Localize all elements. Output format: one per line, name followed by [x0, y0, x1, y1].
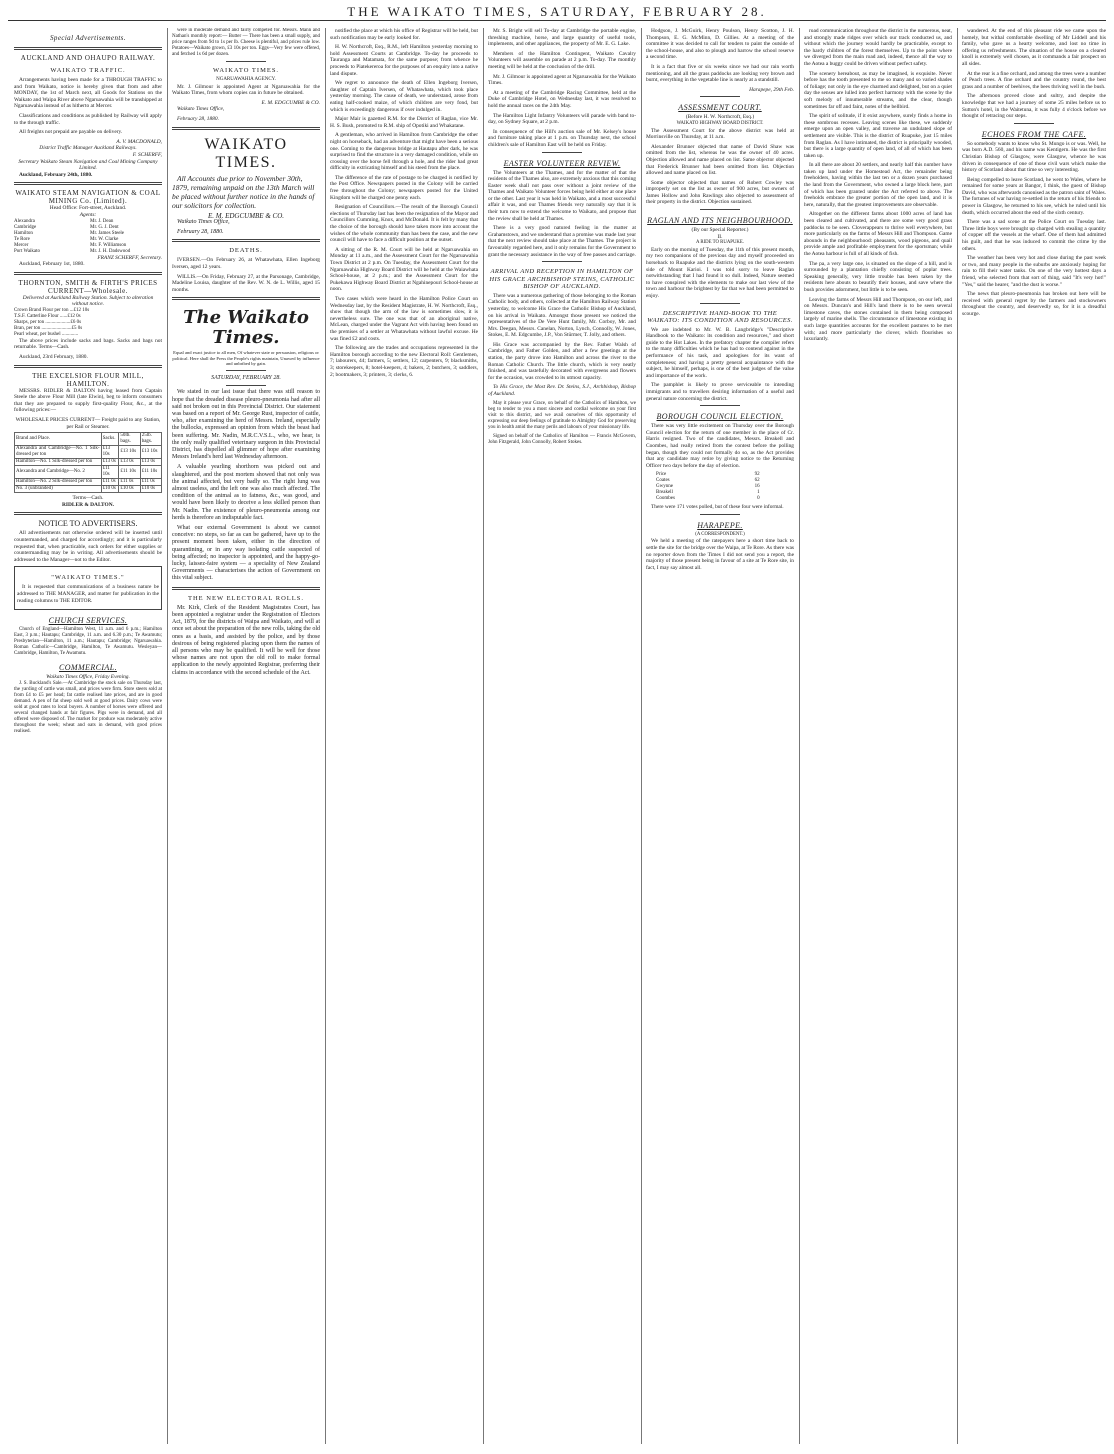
agent-name: Mr. G. J. Dent — [90, 224, 119, 230]
table-cell: £11 10s — [140, 466, 161, 479]
raglan-continued-paragraph: The spirit of solitude, if it exist anywhere, surely finds a home in these sombrous recesses. Leaving scenes like these, we suddenly emerge upon an open valley, and traverse an undulated slope of settlement are visible. This is the district of Ruapuke, just 15 miles from Raglan. As I have intimated, the district is principally wooded, but there is a large quantity of open land, of all of which has been taken up. — [804, 113, 952, 159]
poll-results — [656, 472, 760, 502]
assessment-court-paragraph: The Assessment Court for the above district was held at Morrinsville on Thursday, at 11 a.m. — [646, 127, 794, 141]
times-agency-office: Waikato Times Office, — [177, 106, 225, 113]
thornton-ad-body: Delivered at Auckland Railway Station. Subject to alteration without notice. — [22, 294, 154, 308]
candidate-name: Breakell — [656, 490, 673, 496]
echoes-paragraph: Being compelled to leave Scotland, he went to Wales, where he remained for some years at Bangor, I think, the guest of Bishop David, who was afterwards canonised as the patron saint of Wales. The fortunes of war having re-settled in the return of his friends to power in Glasgow, he returned to his see, which he ruled until his death, which occurred about the end of the sixth century. — [962, 176, 1106, 216]
column-divider — [167, 28, 168, 1444]
handbook-review-paragraph: We are indebted to Mr. W. B. Langbridge's "Descriptive Handbook to the Waikato: its condition and resources," and short guide to the Hot Lakes. In the prefatory chapter the compiler refers to the many difficulties which he has had to contend against in the performance of his task, and apologises for its want of completeness; and having a pretty general acquaintance with the subject, he himself, perhaps, is one of the best judges of the value and importance of the work. — [646, 326, 794, 379]
column-divider — [957, 28, 958, 1444]
table-cell: £11 10s — [119, 466, 140, 479]
death-notice: IVERSEN.—On February 26, at Whatawhata, Ellen Ingeborg Iversen, aged 12 years. — [172, 257, 320, 270]
times-agency-title: WAIKATO TIMES. — [212, 67, 280, 74]
thornton-price-list — [14, 308, 162, 338]
agent-name: Mr. J. H. Dadswood — [90, 248, 131, 254]
table-row — [15, 446, 162, 459]
candidate-name: Gwynne — [656, 484, 673, 490]
notice-body: All advertisements not otherwise ordered will be inserted until countermanded, and charged for accordingly; and it is particularly requested that, when practicable, such orders for either supplies or countermanding may be in writing. All advertisements should be addressed to the Manager—not to the Editor. — [14, 530, 162, 563]
divider — [14, 47, 162, 50]
navigation-ad-date: Auckland, February 1st, 1880. — [19, 261, 85, 268]
table-cell: £13 10s — [101, 446, 119, 459]
borough-election-title: BOROUGH COUNCIL ELECTION. — [656, 412, 784, 422]
candidate-votes: 16 — [754, 484, 760, 490]
notice-title: NOTICE TO ADVERTISERS. — [38, 519, 138, 529]
table-cell: Hamilton—No. 2 Silk-dressed per ton — [15, 479, 102, 486]
commercial-title: COMMERCIAL. — [59, 663, 117, 673]
column-1 — [14, 28, 162, 1444]
echoes-paragraph: The news that pleuro-pneumonia has broken out here will be received with general regret by the farmers and stockowners throughout the country, and deservedly so, for it is a dreadful scourge. — [962, 291, 1106, 317]
table-cell: £11 10s — [101, 466, 119, 479]
column-divider — [641, 28, 642, 1444]
news-paragraph: Hodgson, J. McGuirk, Henry Poulson, Henry Scotton, J. H. Thompson, E. G. McMinn, D. Gillies. At a meeting of the committee it was decided to call for tenders to paint the outside of the school-house, and also to plough and harrow the school reserve a second time. — [646, 28, 794, 61]
raglan-continued-paragraph: The afternoon proved close and sultry, and despite the knowledge that we had a journey of some 25 miles before us to Sutton's hotel, in the Waitetuna, it was fully 4 o'clock before we thought of retracing our steps. — [962, 93, 1106, 120]
table-cell: £10 0s — [101, 486, 119, 493]
times-notice-box — [14, 566, 162, 610]
rail-ad-signatory-1-role: District Traffic Manager Auckland Railways. — [39, 145, 137, 152]
archbishop-arrival-title: ARRIVAL AND RECEPTION IN HAMILTON OF HIS GRACE ARCHBISHOP STEINS, CATHOLIC BISHOP OF AUCKLAND. — [489, 268, 635, 291]
candidate-votes: 0 — [757, 496, 760, 502]
agent-name: Mr. J. Dean — [90, 218, 114, 224]
divider — [700, 209, 740, 210]
times-agency-date: February 28, 1880. — [177, 115, 219, 122]
price-line: T.S.F. Catterline Flour ......£12 0s — [14, 313, 81, 319]
echoes-paragraph: There was a sad scene at the Police Court on Tuesday last. Three little boys were brought up charged with stealing a quantity of copper off the vessels at the wharf. One of them had admitted his guilt, and that he was induced to commit the crime by the others. — [962, 219, 1106, 252]
times-agency-signatory: E. M. EDGCUMBE & CO. — [261, 99, 320, 106]
news-paragraph: A sitting of the R. M. Court will be held at Ngaruawahia on Monday at 11 a.m., and the Assessment Court for the Ngaruawahia Town District at 2 p.m. On Tuesday, the Assessment Court for the Ngaruawahia Highway Board District will be held at the Waiawhata School-house, at 2 p.m.; and the Assessment Court for the Pukekawa Highway Board District at Ngahinepouri School-house at noon. — [330, 246, 478, 293]
agent-place: Hamilton — [14, 230, 33, 236]
masthead-rule — [8, 20, 1106, 21]
masthead — [0, 0, 1114, 22]
agent-name: Mr. W. Clarke — [90, 236, 119, 242]
rail-ad-subtitle: WAIKATO TRAFFIC. — [50, 67, 126, 74]
news-paragraph: Mr. S. Bright will sell To-day at Cambridge the portable engine, threshing machine, horse, and large quantity of useful tools, implements, and other appliances, the property of Mr. E. G. Lake. — [488, 28, 636, 48]
navigation-ad-office: Head Office: Fort-street, Auckland. — [49, 205, 127, 212]
rail-ad-signatory-1: A. V. MACDONALD, — [116, 138, 162, 145]
address-body: May it please your Grace, on behalf of the Catholics of Hamilton, we beg to tender to you a most sincere and cordial welcome on your first visit to this district, and we avail ourselves of this opportunity of expressing our deep feelings of gratitude to Almighty God for preserving you in health amid the many perils and labours of your missionary life. — [488, 400, 636, 430]
agent-place: Te Rore — [14, 236, 30, 242]
divider — [226, 370, 266, 371]
price-line: Pearl wheat, per bushel ............. — [14, 331, 79, 337]
news-paragraph: In consequence of the Hill's auction sale of Mr. Kelsey's house and furniture taking place at 1 p.m. on Thursday next, the school children's sale of Hamilton East will be held on Friday. — [488, 128, 636, 148]
easter-review-paragraph: There is a very good natured feeling in the matter at Grahamstown, and we understand that a promise was made last year that the next review should take place at the Thames. The project is favourably regarded here, and it only remains for the Government to grant the necessary assistance in the way of free passes and carriage. — [488, 225, 636, 258]
divider — [14, 272, 162, 275]
news-paragraph: Resignation of Councillors.—The result of the Borough Council elections of Thursday last has been the resignation of the Mayor and Councillors Cumming, Knox, and McDonald. It is felt by many that the choice of the borough should have taken more into account the wishes of the whole community than has been the case, and the new council will have to face a difficult position at the outset. — [330, 204, 478, 244]
raglan-article-subtitle: A RIDE TO RUAPUKE. — [695, 240, 745, 246]
archbishop-arrival-paragraph: There was a numerous gathering of those belonging to the Roman Catholic body, and others, collected at the Hamilton Railway Station yesterday, to welcome His Grace the Catholic Bishop of Auckland, on his arrival in Waikato. Amongst those present we noticed the representatives of the De Vere Hunt family, Mr. Corboy, Mr. and Mrs. Deegan, Messrs. Canelan, Norton, Lynch, Connolly, W. Jones, Stokes, E. M. Edgcumbe, J.P., Von Stürmer, T. Jolly, and others. — [488, 292, 636, 339]
divider — [14, 182, 162, 185]
column-2 — [172, 28, 320, 1444]
divider — [700, 96, 740, 97]
editorial-paragraph: What our external Government is about we cannot conceive: no steps, so far as can be gathered, have up to the present moment been taken, either in the direction of quarantining, or in any way isolating cattle suspected of being affected; no inspector is appointed, and the happy-go-lucky, laissez-faire system — a speciality of New Zealand Governments — characterises the action of Government on this vital subject. — [172, 525, 320, 582]
table-cell: £11 0s — [140, 479, 161, 486]
news-paragraph: Mr. J. Gilmour is appointed agent at Ngaruawahia for the Waikato Times. — [488, 73, 636, 87]
raglan-article-paragraph: Early on the morning of Tuesday, the 11th of this present month, my two companions of the previous day and myself proceeded on horseback to Ruapuke and the districts lying on the south-western side of Mount Karioi. I was told sorry to leave Raglan notwithstanding that I had found it so dull. Indeed, Nature seemed to have conspired with the elements to make our last view of the town and harbour the brightest by far that we had been permitted to enjoy. — [646, 246, 794, 299]
editorial-paragraph: A valuable yearling shorthorn was picked out and slaughtered, and the post mortem showed that not only was the animal affected, but very badly so. The right lung was almost useless, and the left one was also much affected. The condition of the animal as to fatness, &c., was good, and would have been likely to deceive a less skilled person than Mr. Nadin. The existence of pleuro-pneumonia among our herds is therefore an indisputable fact. — [172, 464, 320, 521]
page-title: THE WAIKATO TIMES, SATURDAY, FEBRUARY 28. — [347, 4, 767, 19]
column-divider — [799, 28, 800, 1444]
raglan-continued-paragraph: At the rear is a fine orchard, and among the trees were a number of Peach trees. A fine orchard and the country round, the best grass and a number of beehives, the bees thriving well in the bush. — [962, 70, 1106, 90]
thornton-ad-note: The above prices include sacks and bags. Sacks and bags not returnable. Terms—Cash. — [14, 337, 162, 351]
commercial-subtitle: Waikato Times Office, Friday Evening. — [46, 674, 130, 681]
table-row — [15, 486, 162, 493]
raglan-continued-paragraph: wandered. At the end of this pleasant ride we came upon the homely, but withal comfortable dwelling of Mr Liddell and his family, who gave us a hearty welcome, and lost no time in offering us refreshments. The situation of the house on a cleared knoll is extremely well chosen, as it commands a fair prospect on all sides. — [962, 28, 1106, 67]
table-row — [15, 479, 162, 486]
table-cell: £13 0s — [119, 459, 140, 466]
assessment-court-district: WAIKATO HIGHWAY BOARD DISTRICT. — [676, 120, 764, 126]
commercial-body: J. S. Buckland's Sale.—At Cambridge the stock sale on Thursday last, the yarding of cattle was small, and prices were firm. Store steers sold at from £4 to £5 per head; fat cattle realised late prices, and are in good demand. A pen of fat sheep sold well at good prices. Dairy cows were sold at good rates to local buyers. A number of horses were offered and several changed hands at fair figures. Pigs were in demand, and all offered were disposed of. The market for produce was moderately active throughout the week; wheat and oats in demand, with good prices realised. — [14, 680, 162, 734]
newspaper-motto: Equal and exact justice to all men, Of whatever state or persuasion, religious or political. Here shall the Press the People's rights maintain, Unawed by influence and unbribed by gain. — [172, 350, 320, 367]
excelsior-ad-title: THE EXCELSIOR FLOUR MILL, HAMILTON. — [32, 371, 144, 388]
easter-review-paragraph: The Volunteers at the Thames, and for the matter of that the residents of the Thames also, are extremely anxious that this coming Easter week shall not pass over without a joint review of the Thames and Waikato Volunteer forces being held either at one place or the other. Last year it was held in Waikato, and a most successful affair it was, and our Thames friends very naturally say that it is their turn now to extend the welcome to Waikato, and propose that the review shall be held at Thames. — [488, 169, 636, 222]
column-header: 50lb. bags. — [119, 433, 140, 446]
rail-ad-body: Arrangements having been made for a THROUGH TRAFFIC to and from Waikato, notice is hereby given that from and after MONDAY, the 1st of March next, all Goods for Stations on the Waikato and Waipa River above Ngaruawahia will be transhipped at Ngaruawahia instead of as hitherto at Mercer. — [14, 77, 162, 110]
divider — [226, 385, 266, 386]
column-divider — [325, 28, 326, 1444]
navigation-ad-signatory: FRANZ SCHERFF, Secretary. — [97, 254, 162, 261]
table-row — [15, 466, 162, 479]
news-paragraph: Major Mair is gazetted R.M. for the District of Raglan, vice Mr. H. S. Bush, promoted to R.M. ship of Opotiki and Whakatane. — [330, 116, 478, 129]
price-line: Sharps, per ton ....................£6 0s — [14, 319, 82, 325]
table-cell: £11 0s — [119, 479, 140, 486]
table-header-row — [15, 433, 162, 446]
agent-place: Port Waikato — [14, 248, 41, 254]
table-cell: Alexandra and Cambridge—No. 1 Silk-dressed per ton — [16, 446, 100, 458]
agent-place: Alexandra — [14, 218, 35, 224]
harapepe-byline: (A CORRESPONDENT.) — [695, 531, 745, 537]
divider — [226, 61, 266, 62]
news-paragraph: A gentleman, who arrived in Hamilton from Cambridge the other night on horseback, had an adventure that might have been a serious one. Coming to the dangerous bridge at Hautapu after dark, he was surprised to find the structure in a very damaged condition, while on crossing over the horse fell through a hole, and the rider had great difficulty in extricating himself and his steed from the place. — [330, 132, 478, 172]
divider — [172, 587, 320, 590]
poll-result-row — [656, 496, 760, 502]
raglan-continued-paragraph: The scenery hereabout, as may be imagined, is exquisite. Never before has the tooth presented to me so many and so varied shades of foliage; not only in the eye charmed and delighted, but on a quiet day the senses are lulled into perfect harmony with the scene by the soft melody of innumerable streams, and the clear, though sometimes far off and faint, notes of the bellbird. — [804, 70, 952, 110]
agent-place: Mercer — [14, 242, 29, 248]
harapepe-paragraph: We held a meeting of the ratepayers here a short time back to settle the site for the bridge over the Waipa, at Te Rore. As there was no reporter down from the Times I did not send you a report, the majority of those present being in favour of a site at Te Rore site, in fact, I may say almost all. — [646, 538, 794, 571]
harapepe-title: HARAPEPE. — [697, 520, 743, 530]
divider — [14, 365, 162, 368]
table-cell: Hamilton—No. 1 Silk-dressed per ton — [15, 459, 102, 466]
divider — [542, 152, 582, 153]
excelsior-ad-terms: Terms—Cash. — [72, 495, 104, 502]
candidate-votes: 92 — [754, 472, 760, 478]
rail-ad-signatory-2: F. SCHERFF, — [132, 151, 162, 158]
handbook-review-title: DESCRIPTIVE HAND-BOOK TO THE WAIKATO: ITS CONDITION AND RESOURCES. — [647, 309, 793, 325]
accounts-notice-date: February 28, 1880. — [177, 228, 224, 235]
rail-ad-body-2: Classifications and conditions as published by Railway will apply to the through traffic. — [14, 112, 162, 126]
price-line: Bran, per ton ........................£5 0s — [14, 325, 83, 331]
agent-place: Cambridge — [14, 224, 37, 230]
excelsior-price-table — [14, 432, 162, 493]
thornton-ad-title: THORNTON, SMITH & FIRTH'S PRICES CURRENT—Wholesale. — [18, 278, 158, 295]
news-paragraph: Members of the Hamilton Contingent, Waikato Cavalry Volunteers will assemble on parade at 2 p.m. To-day. The monthly meeting will be held at the conclusion of the drill. — [488, 50, 636, 70]
candidate-name: Coombes — [656, 496, 675, 502]
church-services-title: CHURCH SERVICES. — [48, 616, 128, 626]
accounts-notice-office: Waikato Times Office, — [177, 219, 230, 226]
waikato-times-heading: WAIKATO TIMES. — [204, 135, 288, 171]
divider — [542, 261, 582, 262]
column-7 — [962, 28, 1106, 1444]
candidate-votes: 62 — [754, 478, 760, 484]
thornton-ad-date: Auckland, 23rd February, 1880. — [19, 354, 88, 361]
table-cell: £13 0s — [101, 459, 119, 466]
table-cell: £10 0s — [140, 486, 161, 493]
rail-ad-signatory-2-role: Secretary Waikato Steam Navigation and Coal Mining Company Limited. — [18, 158, 158, 172]
news-paragraph: The Hamilton Light Infantry Volunteers will parade with band to-day, on Sydney Square, at 2 p.m. — [488, 112, 636, 126]
table-cell: £10 0s — [119, 486, 140, 493]
address-salutation: To His Grace, the Most Rev. Dr. Steins, S.J., Archbishop, Bishop of Auckland. — [488, 384, 636, 398]
dateline: Harapepe, 29th Feb. — [749, 86, 794, 93]
column-header: Brand and Place. — [15, 433, 102, 446]
divider — [172, 239, 320, 242]
divider — [172, 297, 320, 300]
navigation-ad-title: WAIKATO STEAM NAVIGATION & COAL MINING Co. (Limited). — [15, 189, 161, 206]
borough-election-paragraph: There was very little excitement on Thursday over the Borough Council election for the return of one member in the place of Cr. Harris resigned. Two of the candidates, Messrs. Breakell and Coombes, had really retired from the contest before the polling began, though they could not formally do so, as the Act provides that any candidate may retire by giving notice to the Returning Officer two days before the day of election. — [646, 423, 794, 469]
raglan-continued-paragraph: Altogether on the different farms about 1000 acres of land has been cleared and cultivated, and there are some very good grass paddocks to be seen. Cloverappears to thrive well everywhere, but more particularly on the farms of Messrs Hill and Thompson. Game abounds in the neighbourhood: pheasants, wood pigeons, and quail provide ample and profitable employment for the sportsman; while the Aotea harbour is full of all kinds of fish. — [804, 211, 952, 257]
raglan-article-part: II. — [717, 233, 723, 240]
editorial-paragraph: We stated in our last issue that there was still reason to hope that the dreaded disease pleuro-pneumonia had after all said not broken out in this Provincial District. Our statement was based on a report of Mr. George Rust, inspector of cattle, who, after examining the herd of Messrs. Ireland, especially the bullocks, expressed an opinion from which the beast had been suffering. Mr. Nadin, M.R.C.V.S.L., who, we hear, is the only really qualified veterinary surgeon in this Provincial District, has dispelled all glimmer of hope after examining Messrs Ireland's herd last Wednesday afternoon. — [172, 389, 320, 461]
news-paragraph: The following are the trades and occupations represented in the Hamilton borough according to the new Electoral Roll: Gentlemen, 7; labourers, 44; farmers, 5; settlers, 12; carpenters, 9; blacksmiths, 3; storekeepers, 8; hotel-keepers, 4; bakers, 2; butchers, 3; saddlers, 2; bootmakers, 3; printers, 3; clerks, 6. — [330, 345, 478, 378]
news-paragraph: notified the place at which his office of Registrar will be held, but such notification may be early looked for. — [330, 28, 478, 41]
column-3 — [330, 28, 478, 1444]
agent-name: Mr. James Steele — [90, 230, 125, 236]
column-header: Sacks. — [101, 433, 119, 446]
divider — [700, 303, 740, 304]
rail-ad-title: AUCKLAND AND OHAUPO RAILWAY. — [20, 54, 156, 62]
echoes-cafe-title: ECHOES FROM THE CAFE. — [981, 129, 1087, 139]
church-services-body: Church of England—Hamilton West, 11 a.m. and 6 p.m.; Hamilton East, 3 p.m.; Hautapu; Cambridge, 11 a.m. and 6.30 p.m.; Te Awamutu; Presbyterian—Hamilton, 11 a.m.; Hautapu; Cambridge; Ngaruawahia. Roman Catholic—Cambridge, Hamilton, Te Awamutu. Wesleyan—Cambridge, Hamilton, Te Awamutu. — [14, 627, 162, 657]
assessment-court-paragraph: Alexander Brunner objected that name of David Shaw was omitted from the list, whereas he was the owner of 40 acres. Objection allowed and name placed on list. Same objector objected that Frederick Brunner had been omitted from list. Objection allowed and name placed on list. — [646, 143, 794, 177]
news-paragraph: The difference of the rate of postage to be charged is notified by the Post Office. Newspapers posted in the Colony will be carried free throughout the Colony; newspapers posted for the United Kingdom will be charged one penny each. — [330, 174, 478, 201]
price-line: Crown Brand Flour per ton ...£12 10s — [14, 307, 90, 313]
special-ads-header: Special Advertisements. — [50, 34, 126, 42]
divider — [172, 127, 320, 130]
table-cell: Alexandra and Cambridge—No. 2 — [15, 466, 102, 479]
news-paragraph: H. W. Northcroft, Esq., R.M., left Hamilton yesterday morning to hold Assessment Courts at Cambridge. To-day he proceeds to Tauranga and Matamata, for the same purpose; from whence he proceeds to Piatekereroa for the purposes of an enquiry into a native land dispute. — [330, 44, 478, 77]
table-cell: £13 10s — [140, 446, 161, 459]
excelsior-ad-body: MESSRS. RIDLER & DALTON having leased from Captain Steele the above Flour Mill (late Elwin), beg to inform consumers that they are prepared to supply first-quality Flour, &c., at the following prices:— — [14, 387, 162, 414]
raglan-continued-paragraph: In all there are about 20 settlers, and nearly half this number have taken up land under the Homestead Act, the remainder being freeholders, having within the last ten or a dozen years purchased the land from the Government, who owned a large block here, part of which has been granted under the Act referred to above. The freeholds embrace the greater portion of the open land, and it is here, naturally, that the greatest improvements are observable. — [804, 162, 952, 208]
times-notice-title: "WAIKATO TIMES." — [51, 574, 125, 582]
easter-review-title: EASTER VOLUNTEER REVIEW. — [503, 158, 621, 168]
rail-ad-date: Auckland, February 24th, 1880. — [19, 171, 93, 178]
navigation-ad-agents-heading: Agents: — [79, 211, 97, 218]
raglan-continued-paragraph: The pa, a very large one, is situated on the slope of a hill, and is surrounded by a plantation chiefly consisting of poplar trees. Speaking generally, very little trouble has been taken by the residents here abouts to beautify their houses, and save where the bush provides adornment, but little is to be seen. — [804, 260, 952, 293]
news-paragraph: It is a fact that five or six weeks since we had our rain worth mentioning, and all the grass paddocks are looking very brown and burnt, everything in the vegetable line is nearly at a standstill. — [646, 63, 794, 84]
table-cell: £13 0s — [140, 459, 161, 466]
column-6 — [804, 28, 952, 1444]
column-5 — [646, 28, 794, 1444]
raglan-continued-paragraph: Leaving the farms of Messrs Hill and Thompson, on our left, and on Messrs. Duncan's and Hill's land there is to be seen several limestone caves, the stones contained in them being composed largely of marine shells. The circumstance of limestone existing in such large quantities accounts for the excellent pastures to be met with; and more particularly the clover, which flourishes so luxuriantly. — [804, 296, 952, 343]
column-header: 25lb. bags. — [140, 433, 161, 446]
candidate-name: Coates — [656, 478, 670, 484]
assessment-court-subtitle: (Before H. W. Northcroft, Esq.) — [685, 114, 755, 121]
market-report-body: were in moderate demand and fairly competed for. Messrs. Mann and Nathan's monthly report:— Butter — There has been a small supply, and price ranges from 9d to 1s per lb. Cheese is plentiful, and prices rule low. Potatoes—Waikato grown, £3 10s per ton. Eggs—Very few were offered, and fetched 1s 6d per dozen. — [172, 28, 320, 57]
accounts-notice-signatory: E. M. EDGCUMBE & CO. — [207, 211, 285, 220]
times-agency-body: Mr. J. Gilmour is appointed Agent at Ngaruawahia for the Waikato Times, from whom copies can in future be obtained. — [172, 83, 320, 97]
newspaper-nameplate: The Waikato Times. — [183, 307, 309, 349]
excelsior-ad-subtitle: WHOLESALE PRICES CURRENT— Freight paid to any Station, per Rail or Steamer. — [15, 417, 161, 430]
column-4 — [488, 28, 636, 1444]
raglan-article-title: RAGLAN AND ITS NEIGHBOURHOOD. — [647, 216, 793, 226]
times-notice-body: It is requested that communications of a business nature be addressed to THE MANAGER, and matter for publication in the reading columns to THE EDITOR. — [17, 584, 159, 604]
divider — [1014, 123, 1054, 124]
news-paragraph: We regret to announce the death of Ellen Ingeborg Iversen, daughter of Captain Iversen, of Whatawhata, which took place yesterday morning. The cause of death, we understand, arose from eating half-cooked maize, of which children are very fond, but which is exceedingly dangerous if over indulged in. — [330, 80, 478, 113]
electoral-rolls-body: Mr. Kirk, Clerk of the Resident Magistrates Court, has been appointed a registrar under the Registration of Electors Act, 1879, for the districts of Waipa and Waikato, and will at once set about the preparation of the new rolls, taking the old ones as a basis, and assisted by the police, and by those desirous of being registered placing upon them the names of all persons who may be qualified. It will be well for those whose names are not upon the old roll to make formal application to the newly appointed Registrar, preferring their claims in accordance with the second schedule of the Act. — [172, 604, 320, 676]
echoes-paragraph: The weather has been very hot and close during the past week or two, and many people in the suburbs are anxiously hoping for rain to fill their water tanks. On one of the very hottest days a friend, who selected from that sort of thing, said "It's very hot!" "Yes," said the hearer, "and the dust is worse." — [962, 255, 1106, 288]
table-cell: £11 0s — [101, 479, 119, 486]
table-cell: £13 10s — [119, 446, 140, 459]
raglan-article-byline: (By our Special Reporter.) — [691, 227, 749, 234]
divider — [700, 514, 740, 515]
death-notice: WILLIS.—On Friday, February 27, at the Parsonage, Cambridge, Madeline Louisa, daughter of the Rev. W. N. de L. Willis, aged 15 months. — [172, 273, 320, 293]
assessment-court-paragraph: Some objector objected that names of Robert Cowley was improperly set on the list as owner of 900 acres, but owners of James Hollow and John Rawlings also objected to assessment of their property in the district. Objection sustained. — [646, 179, 794, 206]
news-paragraph: At a meeting of the Cambridge Racing Committee, held at the Duke of Cambridge Hotel, on Wednesday last, it was resolved to hold the annual races on the 24th May. — [488, 89, 636, 109]
divider — [700, 405, 740, 406]
handbook-review-paragraph: The pamphlet is likely to prove serviceable to intending immigrants and to travellers desiring information of a useful and general nature concerning the district. — [646, 382, 794, 402]
page-columns — [14, 28, 1106, 1444]
address-signatories: Signed on behalf of the Catholics of Hamilton — Francis McGovern, John Fitzgerald, John Connolly, Robert Stokes. — [488, 433, 636, 445]
deaths-title: DEATHS. — [229, 247, 263, 255]
candidate-name: Price — [656, 472, 667, 478]
raglan-continued-paragraph: road communication throughout the district in the numerous, neat, and strongly made ridges over which our track conducted us, and without which the journey would hardly be practicable, except to the hardy children of the forest themselves. Up to the point where we diverged from the main road and, indeed, thence all the way to the Aotea a buggy could be driven without perfect safety. — [804, 28, 952, 67]
accounts-notice-body: All Accounts due prior to November 30th, 1879, remaining unpaid on the 13th March will be placed without further notice in the hands of our solicitors for collection. — [172, 173, 315, 210]
echoes-paragraph: So somebody wants to know who St. Mungo is or was. Well, he was born A.D. 560, and his name was Kentigern. He was the first Christian Bishop of Glasgow, were Glasgow, whence he was driven in consequence of one of those civil wars which make the history of Scotland about that time so very interesting. — [962, 140, 1106, 174]
column-divider — [483, 28, 484, 1444]
times-agency-subtitle: NGARUAWAHIA AGENCY. — [216, 77, 276, 82]
navigation-agents-list — [14, 219, 162, 255]
news-paragraph: Two cases which were heard in the Hamilton Police Court on Wednesday last, by the Resident Magistrate, H. W. Northcroft, Esq., show that though the arm of the law is sometimes slow, it is nevertheless sure. The one was that of an aboriginal native, McLean, charged under the Vagrant Act with having been found on the premises of a settler at Whatawhata without lawful excuse. He was fined £2 and costs. — [330, 295, 478, 342]
table-row — [15, 459, 162, 466]
candidate-votes: 1 — [757, 490, 760, 496]
assessment-court-title: ASSESSMENT COURT. — [678, 103, 762, 113]
agent-name: Mr. F. Williamson — [90, 242, 127, 248]
electoral-rolls-title: THE NEW ELECTORAL ROLLS. — [188, 594, 304, 602]
archbishop-arrival-paragraph: His Grace was accompanied by the Rev. Father Walsh of Cambridge, and Father Golden, and after a few greetings at the station, the party drove into Hamilton and across the river to the Roman Catholic Church. The little church, which is very neatly finished, and was tastefully decorated with evergreens and flowers for the occasion, was crowded to its utmost capacity. — [488, 341, 636, 381]
divider — [14, 512, 162, 515]
table-cell: No. 3 (unbranded) — [15, 486, 102, 493]
borough-election-paragraph: There were 171 votes polled, but of these four were informal. — [651, 504, 784, 511]
excelsior-ad-signatory: RIDLER & DALTON. — [62, 501, 114, 508]
rail-ad-body-3: All freights not prepaid are payable on delivery. — [19, 129, 123, 136]
editorial-date: SATURDAY, FEBRUARY 28. — [211, 374, 281, 381]
